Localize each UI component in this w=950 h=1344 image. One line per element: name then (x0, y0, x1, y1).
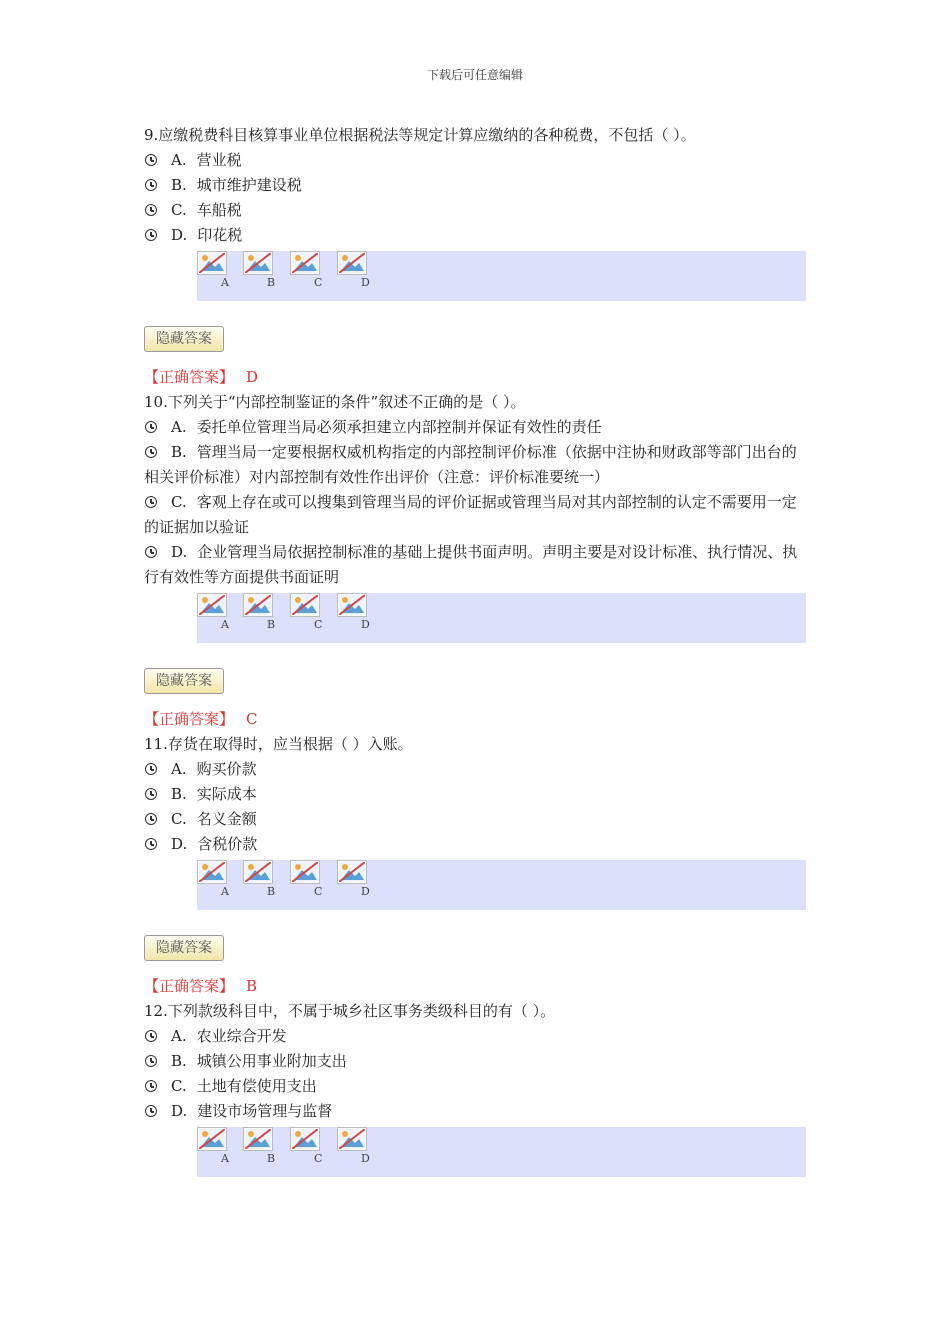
option-text: 委托单位管理当局必须承担建立内部控制并保证有效性的责任 (196, 418, 602, 436)
image-option-label: B (267, 1152, 276, 1165)
hide-answer-button[interactable]: 隐藏答案 (144, 935, 224, 961)
image-option[interactable] (197, 1127, 229, 1167)
image-option[interactable] (243, 860, 275, 900)
image-option[interactable] (337, 251, 369, 291)
image-option[interactable] (197, 251, 229, 291)
option-row[interactable] (144, 198, 806, 223)
option-row[interactable] (144, 757, 806, 782)
radio-button-icon[interactable] (145, 496, 157, 508)
radio-button-icon[interactable] (145, 546, 157, 558)
image-option-label: D (361, 1152, 370, 1165)
option-text: 车船税 (196, 201, 242, 219)
answer-prefix: 【正确答案】 (144, 710, 235, 728)
option-text: 农业综合开发 (196, 1027, 287, 1045)
image-option[interactable] (243, 1127, 275, 1167)
radio-button-icon[interactable] (145, 763, 157, 775)
option-row[interactable] (144, 440, 806, 490)
option-letter: A. (171, 1027, 187, 1045)
radio-button-icon[interactable] (145, 204, 157, 216)
question-stem: 10.下列关于“内部控制鉴证的条件”叙述不正确的是（ ）。 (144, 393, 526, 411)
broken-image-icon (197, 251, 227, 275)
radio-button-icon[interactable] (145, 154, 157, 166)
option-letter: A. (171, 151, 187, 169)
option-letter: C. (171, 1077, 187, 1095)
radio-button-icon[interactable] (145, 838, 157, 850)
image-option[interactable] (197, 860, 229, 900)
broken-image-icon (290, 251, 320, 275)
broken-image-icon (243, 860, 273, 884)
image-option[interactable] (290, 860, 322, 900)
option-row[interactable] (144, 490, 806, 540)
option-text: 建设市场管理与监督 (197, 1102, 333, 1120)
radio-button-icon[interactable] (145, 813, 157, 825)
answer-value: B (246, 977, 258, 995)
option-row[interactable] (144, 223, 806, 248)
image-option-label: B (267, 618, 276, 631)
option-row[interactable] (144, 415, 806, 440)
broken-image-icon (290, 860, 320, 884)
radio-button-icon[interactable] (145, 446, 157, 458)
option-letter: D. (171, 1102, 188, 1120)
option-letter: C. (171, 493, 187, 511)
broken-image-icon (337, 251, 367, 275)
answer-image-panel (197, 593, 806, 643)
radio-button-icon[interactable] (145, 1105, 157, 1117)
option-row[interactable] (144, 1099, 806, 1124)
image-option[interactable] (197, 593, 229, 633)
option-letter: A. (171, 418, 187, 436)
answer-value: D (246, 368, 259, 386)
image-option-label: D (361, 618, 370, 631)
option-row[interactable] (144, 807, 806, 832)
broken-image-icon (243, 251, 273, 275)
answer-image-panel (197, 251, 806, 301)
option-letter: A. (171, 760, 187, 778)
question-block (144, 123, 806, 390)
hide-answer-button[interactable]: 隐藏答案 (144, 326, 224, 352)
broken-image-icon (337, 1127, 367, 1151)
correct-answer (144, 707, 806, 732)
correct-answer (144, 365, 806, 390)
radio-button-icon[interactable] (145, 1030, 157, 1042)
hide-answer-button[interactable]: 隐藏答案 (144, 668, 224, 694)
image-option[interactable] (337, 1127, 369, 1167)
option-row[interactable] (144, 148, 806, 173)
image-option[interactable] (337, 860, 369, 900)
option-row[interactable] (144, 540, 806, 590)
image-option[interactable] (290, 251, 322, 291)
broken-image-icon (197, 593, 227, 617)
broken-image-icon (243, 593, 273, 617)
correct-answer (144, 974, 806, 999)
image-option-label: B (267, 276, 276, 289)
option-text: 营业税 (196, 151, 242, 169)
option-row[interactable] (144, 1074, 806, 1099)
option-letter: B. (171, 443, 187, 461)
image-option-label: D (361, 276, 370, 289)
option-row[interactable] (144, 1049, 806, 1074)
option-row[interactable] (144, 173, 806, 198)
option-row[interactable] (144, 832, 806, 857)
answer-value: C (246, 710, 258, 728)
option-letter: D. (171, 543, 188, 561)
question-stem: 12.下列款级科目中，不属于城乡社区事务类级科目的有（ ）。 (144, 1002, 556, 1020)
question-block (144, 732, 806, 999)
option-text: 城市维护建设税 (196, 176, 302, 194)
broken-image-icon (197, 860, 227, 884)
question-stem: 11.存货在取得时，应当根据（ ）入账。 (144, 735, 413, 753)
option-text: 城镇公用事业附加支出 (196, 1052, 347, 1070)
image-option-label: C (314, 885, 323, 898)
option-row[interactable] (144, 1024, 806, 1049)
option-text: 名义金额 (196, 810, 257, 828)
radio-button-icon[interactable] (145, 1080, 157, 1092)
option-letter: D. (171, 226, 188, 244)
image-option[interactable] (243, 593, 275, 633)
option-letter: B. (171, 1052, 187, 1070)
image-option-label: A (221, 618, 229, 631)
image-option-label: A (221, 885, 229, 898)
radio-button-icon[interactable] (145, 229, 157, 241)
image-option-label: C (314, 618, 323, 631)
answer-prefix: 【正确答案】 (144, 977, 235, 995)
answer-image-panel (197, 1127, 806, 1177)
option-text: 购买价款 (196, 760, 257, 778)
radio-button-icon[interactable] (145, 788, 157, 800)
option-text: 企业管理当局依据控制标准的基础上提供书面声明。声明主要是对设计标准、执行情况、执行有效性等方面提供书面证明 (144, 543, 798, 586)
option-letter: C. (171, 810, 187, 828)
option-text: 客观上存在或可以搜集到管理当局的评价证据或管理当局对其内部控制的认定不需要用一定的证据加以验证 (144, 493, 797, 536)
broken-image-icon (290, 593, 320, 617)
broken-image-icon (337, 860, 367, 884)
broken-image-icon (243, 1127, 273, 1151)
image-option-label: C (314, 1152, 323, 1165)
image-option[interactable] (290, 593, 322, 633)
option-text: 印花税 (197, 226, 243, 244)
question-stem: 9.应缴税费科目核算事业单位根据税法等规定计算应缴纳的各种税费，不包括（ ）。 (144, 126, 696, 144)
broken-image-icon (197, 1127, 227, 1151)
option-letter: B. (171, 176, 187, 194)
image-option[interactable] (290, 1127, 322, 1167)
option-text: 实际成本 (196, 785, 257, 803)
image-option-label: A (221, 1152, 229, 1165)
option-text: 土地有偿使用支出 (196, 1077, 317, 1095)
option-letter: C. (171, 201, 187, 219)
radio-button-icon[interactable] (145, 421, 157, 433)
image-option[interactable] (243, 251, 275, 291)
option-text: 含税价款 (197, 835, 258, 853)
image-option-label: B (267, 885, 276, 898)
radio-button-icon[interactable] (145, 179, 157, 191)
page-header: 下载后可任意编辑 (426, 68, 523, 82)
image-option[interactable] (337, 593, 369, 633)
option-row[interactable] (144, 782, 806, 807)
question-block (144, 390, 806, 732)
answer-image-panel (197, 860, 806, 910)
image-option-label: A (221, 276, 229, 289)
broken-image-icon (290, 1127, 320, 1151)
question-list (144, 123, 806, 1177)
option-letter: B. (171, 785, 187, 803)
answer-prefix: 【正确答案】 (144, 368, 235, 386)
option-letter: D. (171, 835, 188, 853)
radio-button-icon[interactable] (145, 1055, 157, 1067)
option-text: 管理当局一定要根据权威机构指定的内部控制评价标准（依据中注协和财政部等部门出台的相关评价标准）对内部控制有效性作出评价（注意：评价标准要统一） (144, 443, 797, 486)
image-option-label: D (361, 885, 370, 898)
question-block (144, 999, 806, 1177)
image-option-label: C (314, 276, 323, 289)
broken-image-icon (337, 593, 367, 617)
